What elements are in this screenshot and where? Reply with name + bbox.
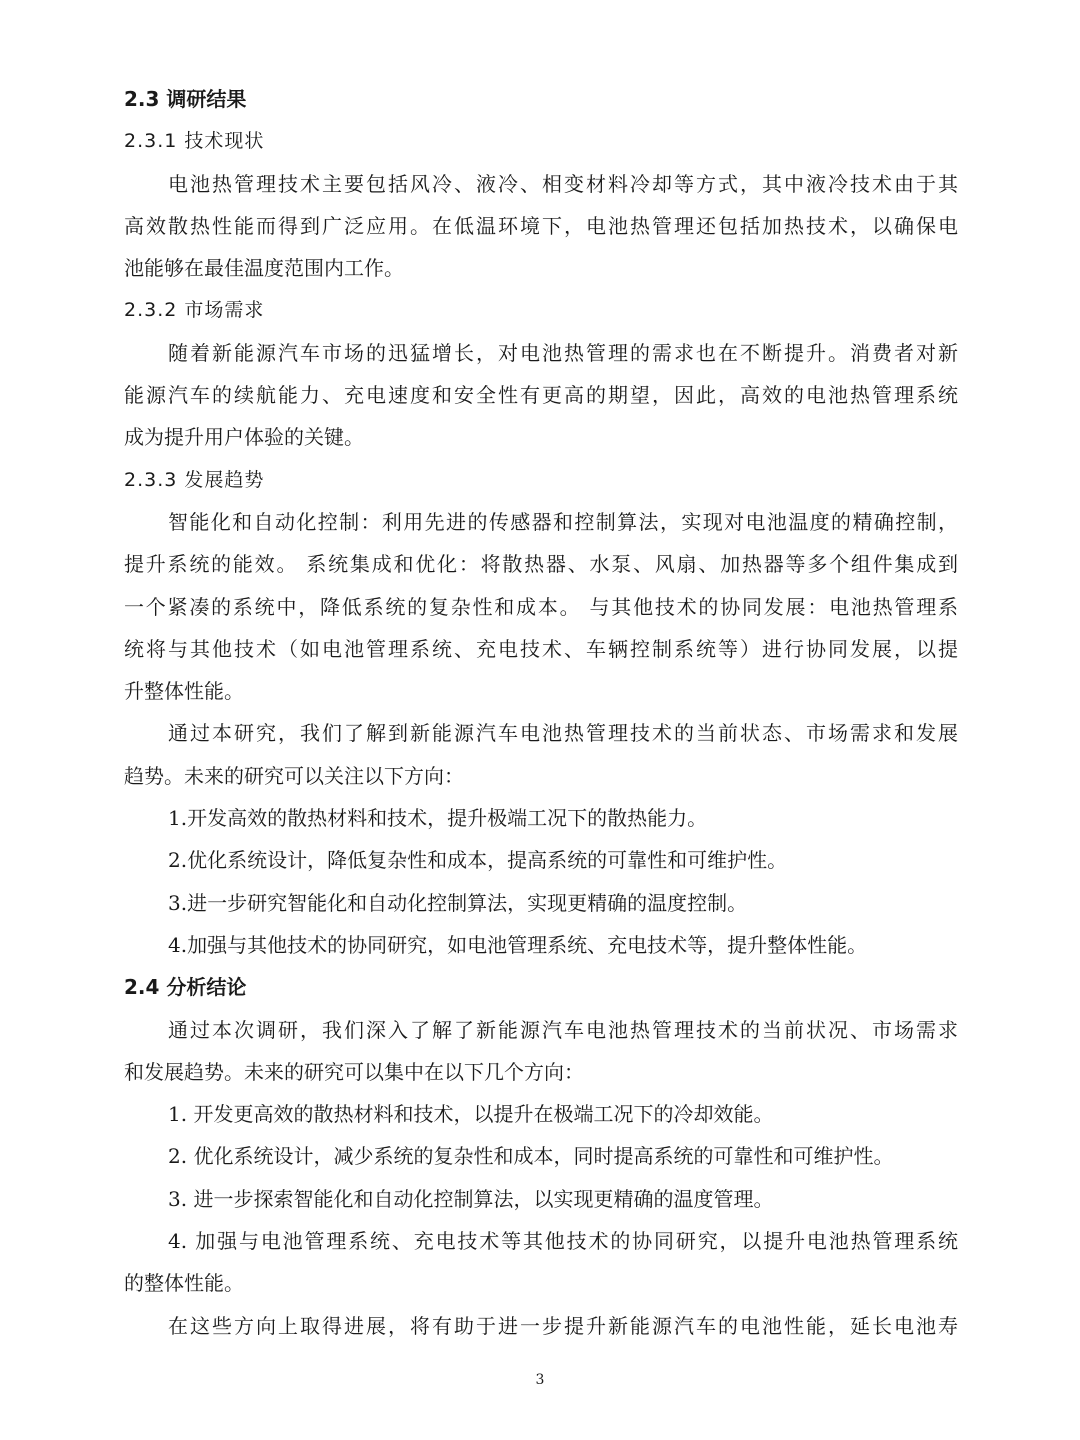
paragraph-line: 在这些方向上取得进展，将有助于进一步提升新能源汽车的电池性能，延长电池寿	[168, 1313, 958, 1338]
paragraph-line: 通过本研究，我们了解到新能源汽车电池热管理技术的当前状态、市场需求和发展	[168, 721, 958, 746]
paragraph-line: 一个紧凑的系统中，降低系统的复杂性和成本。 与其他技术的协同发展：电池热管理系	[124, 594, 958, 619]
page-number: 3	[535, 1372, 545, 1388]
subsection-heading: 2.3.1 技术现状	[124, 130, 265, 153]
list-item: 2.优化系统设计，降低复杂性和成本，提高系统的可靠性和可维护性。	[168, 848, 788, 873]
section-heading: 2.3 调研结果	[124, 87, 247, 111]
paragraph-line: 提升系统的能效。 系统集成和优化：将散热器、水泵、风扇、加热器等多个组件集成到	[124, 552, 958, 577]
paragraph-line: 能源汽车的续航能力、充电速度和安全性有更高的期望，因此，高效的电池热管理系统	[124, 383, 958, 408]
paragraph-line: 电池热管理技术主要包括风冷、液冷、相变材料冷却等方式，其中液冷技术由于其	[168, 171, 958, 196]
subsection-heading: 2.3.2 市场需求	[124, 299, 265, 322]
paragraph-line: 通过本次调研，我们深入了解了新能源汽车电池热管理技术的当前状况、市场需求	[168, 1017, 958, 1042]
list-item: 1. 开发更高效的散热材料和技术，以提升在极端工况下的冷却效能。	[168, 1102, 774, 1127]
section-heading: 2.4 分析结论	[124, 975, 247, 1000]
list-item: 2. 优化系统设计，减少系统的复杂性和成本，同时提高系统的可靠性和可维护性。	[168, 1144, 894, 1169]
list-item: 3.进一步研究智能化和自动化控制算法，实现更精确的温度控制。	[168, 890, 748, 915]
paragraph-line: 的整体性能。	[124, 1271, 244, 1296]
document-body	[124, 78, 958, 1347]
paragraph-line: 池能够在最佳温度范围内工作。	[124, 256, 404, 281]
paragraph-line: 智能化和自动化控制：利用先进的传感器和控制算法，实现对电池温度的精确控制，	[168, 509, 958, 534]
subsection-heading: 2.3.3 发展趋势	[124, 468, 265, 491]
paragraph-line: 4. 加强与电池管理系统、充电技术等其他技术的协同研究，以提升电池热管理系统	[168, 1229, 958, 1254]
list-item: 3. 进一步探索智能化和自动化控制算法，以实现更精确的温度管理。	[168, 1186, 774, 1211]
paragraph-line: 随着新能源汽车市场的迅猛增长，对电池热管理的需求也在不断提升。消费者对新	[168, 340, 958, 365]
list-item: 4.加强与其他技术的协同研究，如电池管理系统、充电技术等，提升整体性能。	[168, 932, 868, 957]
paragraph-line: 升整体性能。	[124, 679, 244, 704]
paragraph-line: 趋势。未来的研究可以关注以下方向：	[124, 763, 464, 788]
list-item: 1.开发高效的散热材料和技术，提升极端工况下的散热能力。	[168, 806, 708, 831]
paragraph-line: 统将与其他技术（如电池管理系统、充电技术、车辆控制系统等）进行协同发展，以提	[124, 636, 958, 661]
paragraph-line: 和发展趋势。未来的研究可以集中在以下几个方向：	[124, 1059, 584, 1084]
paragraph-line: 高效散热性能而得到广泛应用。在低温环境下，电池热管理还包括加热技术，以确保电	[124, 213, 958, 238]
paragraph-line: 成为提升用户体验的关键。	[124, 425, 364, 450]
